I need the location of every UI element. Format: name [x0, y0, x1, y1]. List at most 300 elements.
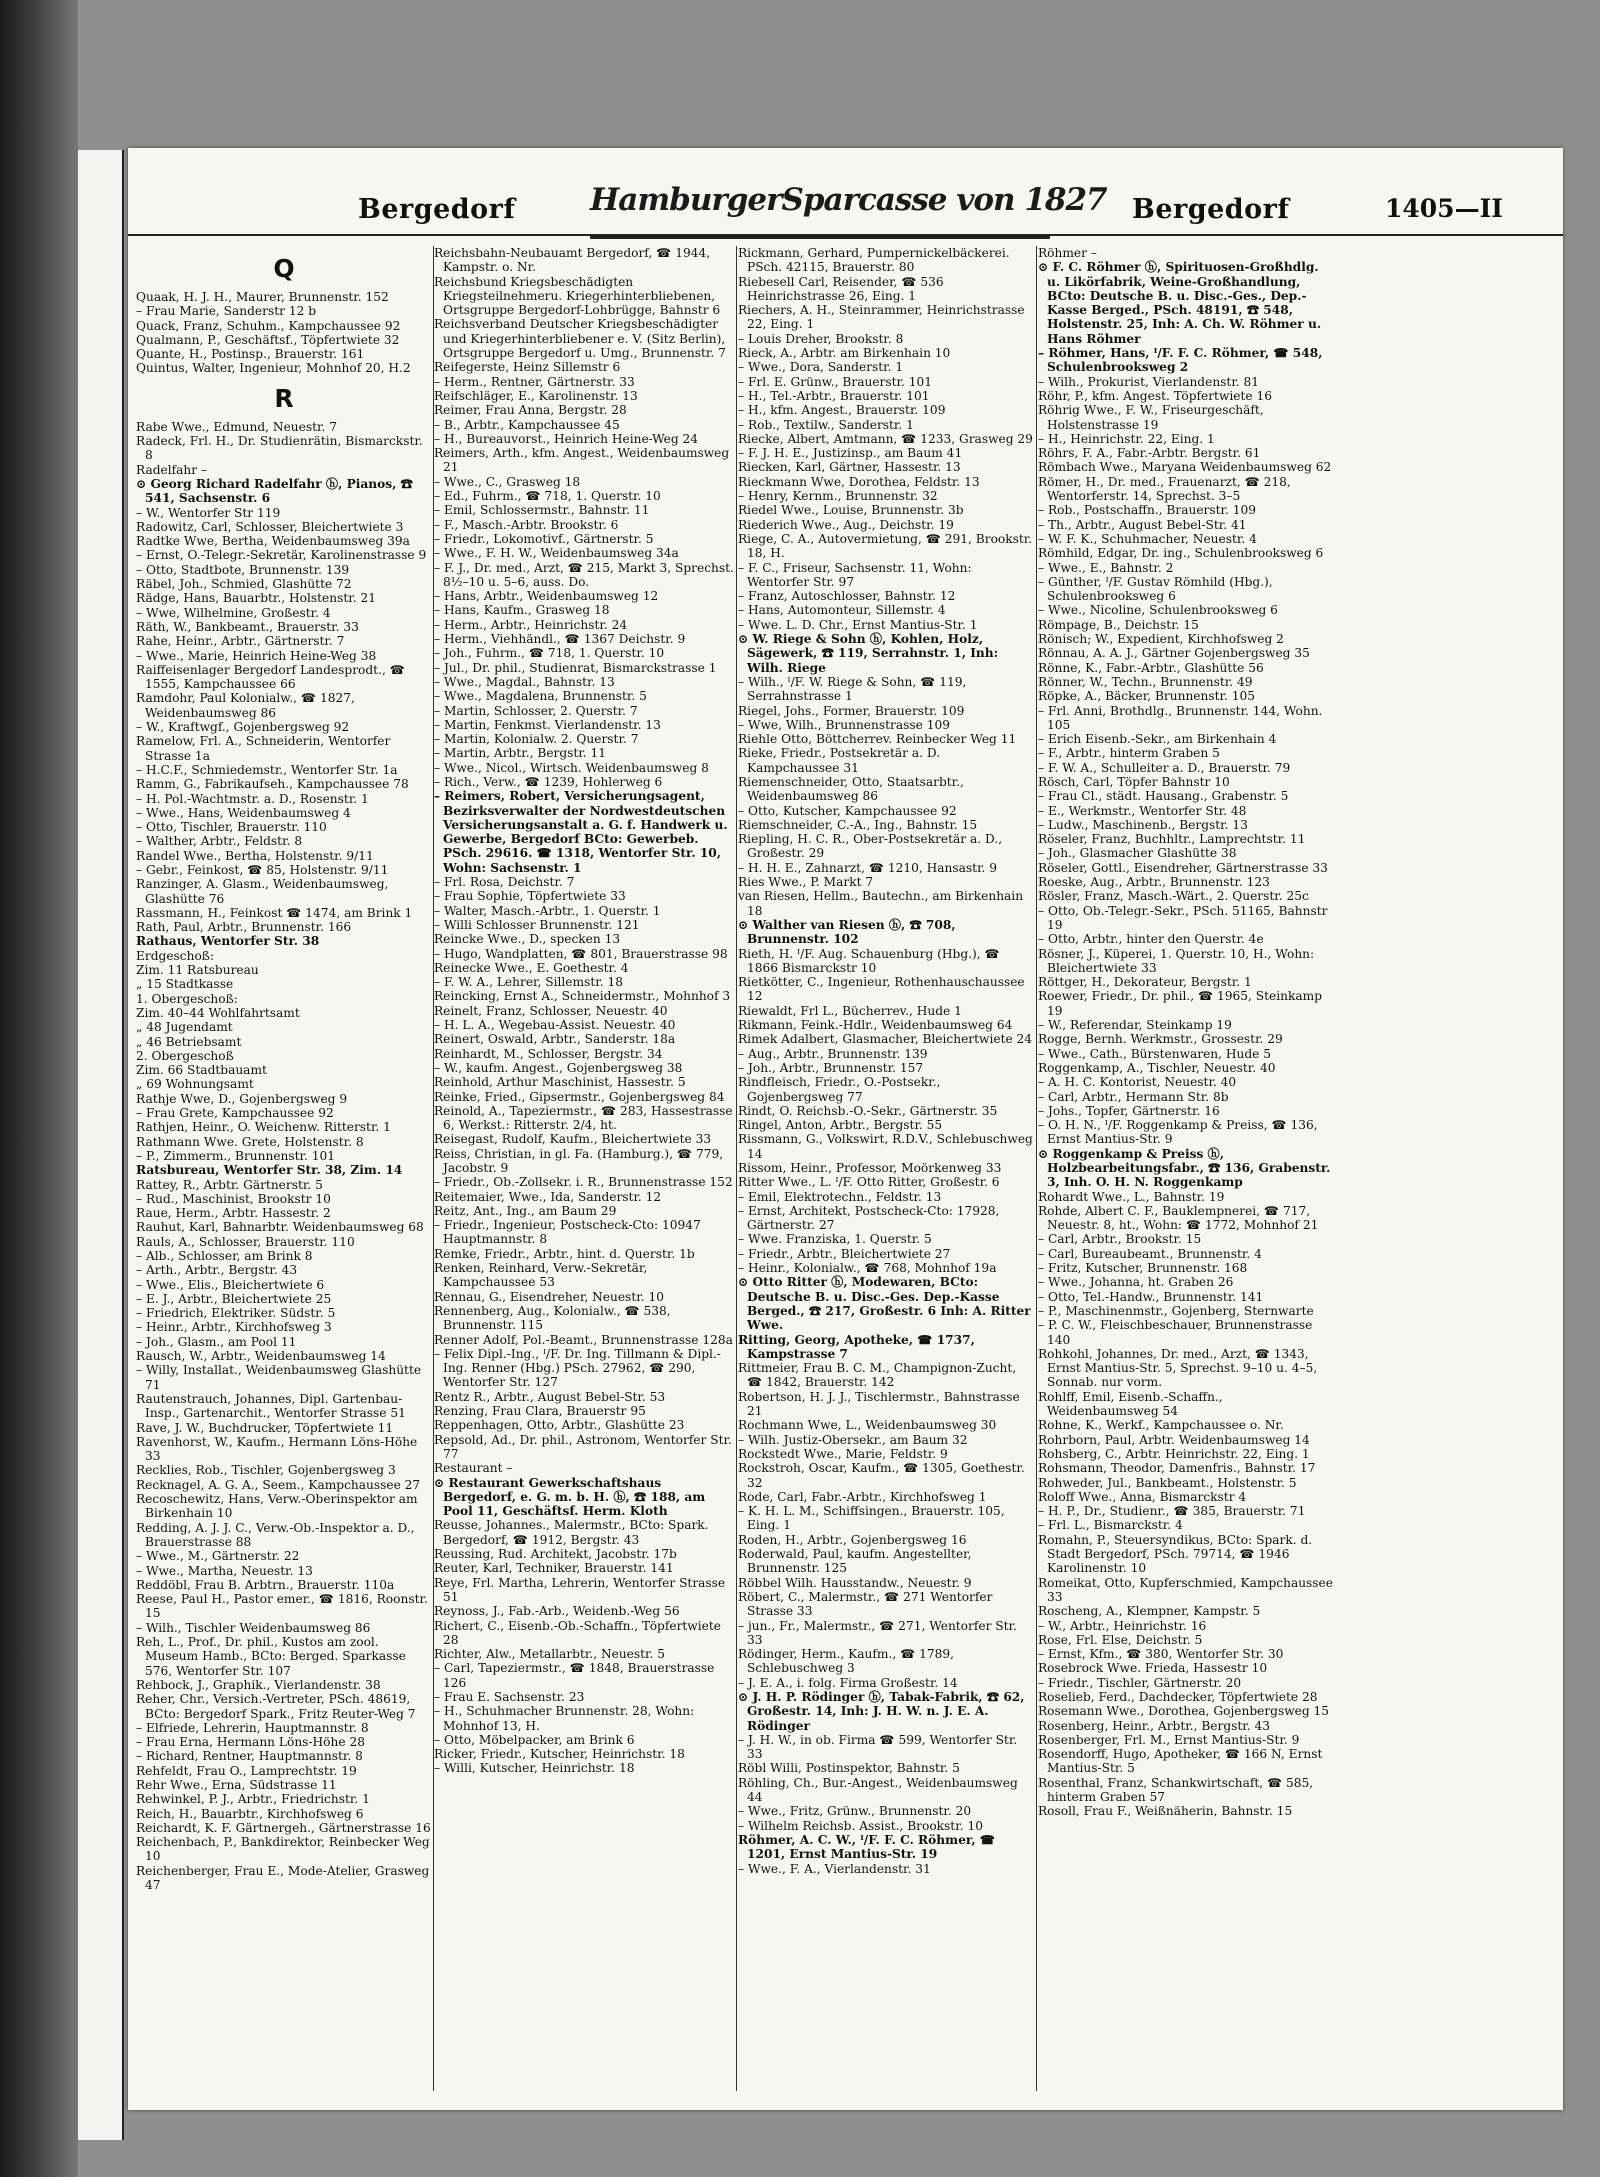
directory-entry: Ringel, Anton, Arbtr., Bergstr. 55 [738, 1118, 943, 1133]
directory-entry: – Ernst, O.-Telegr.-Sekretär, Karolinenstrasse 9 [136, 548, 427, 563]
directory-entry: Rohweder, Jul., Bankbeamt., Holstenstr. 5 [1038, 1475, 1297, 1490]
directory-entry: „ 69 Wohnungsamt [136, 1077, 254, 1092]
directory-entry: Röhling, Ch., Bur.-Angest., Weidenbaumsweg 44 [738, 1775, 1018, 1805]
directory-entry: – Joh., Glasm., am Pool 11 [136, 1334, 297, 1349]
directory-entry: Rausch, W., Arbtr., Weidenbaumsweg 14 [136, 1349, 386, 1364]
directory-entry: Rödinger, Herm., Kaufm., ☎ 1789, Schlebuschweg 3 [738, 1647, 955, 1676]
directory-entry: Rave, J. W., Buchdrucker, Töpfertwiete 11 [136, 1420, 394, 1435]
directory-entry: – H.C.F., Schmiedemstr., Wentorfer Str. 1a [136, 762, 398, 777]
directory-entry: Reisegast, Rudolf, Kaufm., Bleichertwiete 33 [434, 1132, 712, 1147]
directory-entry: – Röhmer, Hans, ᴵ/F. F. C. Röhmer, ☎ 548, Schulenbrooksweg 2 [1038, 346, 1323, 375]
directory-entry: Ricker, Friedr., Kutscher, Heinrichstr. 18 [434, 1747, 685, 1762]
directory-entry: – Heinr., Arbtr., Kirchhofsweg 3 [136, 1320, 332, 1335]
directory-entry: Reichenbach, P., Bankdirektor, Reinbecker Weg 10 [136, 1835, 430, 1864]
directory-entry: Zim. 11 Ratsbureau [136, 963, 259, 978]
directory-entry: – Joh., Glasmacher Glashütte 38 [1038, 846, 1237, 861]
header-right-title: Bergedorf [1132, 194, 1290, 225]
directory-entry: Reusse, Johannes., Malermstr., BCto: Spark. Bergedorf, ☎ 1912, Bergstr. 43 [434, 1518, 709, 1547]
directory-entry: – Felix Dipl.-Ing., ᴵ/F. Dr. Ing. Tillmann & Dipl.-Ing. Renner (Hbg.) PSch. 27962, ☎ 290, Wentorfer Str. 127 [434, 1346, 721, 1390]
directory-entry: – W., Wentorfer Str 119 [136, 505, 281, 520]
directory-entry: – Ludw., Maschinenb., Bergstr. 13 [1038, 817, 1248, 832]
directory-entry: Riedel Wwe., Louise, Brunnenstr. 3b [738, 503, 964, 518]
directory-entry: – Rud., Maschinist, Brookstr 10 [136, 1191, 331, 1206]
directory-entry: Recoschewitz, Hans, Verw.-Oberinspektor am Birkenhain 10 [136, 1492, 418, 1521]
directory-entry: Riebesell Carl, Reisender, ☎ 536 Heinrichstrasse 26, Eing. 1 [738, 274, 944, 303]
directory-entry: – Hugo, Wandplatten, ☎ 801, Brauerstrasse 98 [434, 946, 728, 961]
directory-entry: – Frau E. Sachsenstr. 23 [434, 1689, 585, 1704]
directory-entry: – Reimers, Robert, Versicherungsagent, Bezirksverwalter der Nordwestdeutschen Versicherungsanstalt a. G. f. Handwerk u. Gewerbe, Bergedorf BCto: Gewerbeb. PSch. 29616. ☎ 1318, Wentorfer Str. 10, Wohn: Sachsenstr. 1 [434, 789, 728, 875]
directory-entry: – Frau Marie, Sanderstr 12 b [136, 304, 317, 319]
column-divider [736, 246, 737, 2091]
directory-entry: – Rob., Textilw., Sanderstr. 1 [738, 417, 914, 432]
directory-entry: Röseler, Franz, Buchhltr., Lamprechtstr. 11 [1038, 832, 1306, 847]
directory-entry: Röhmer – [1038, 246, 1097, 260]
directory-entry: Rindfleisch, Friedr., O.-Postsekr., Gojenbergsweg 77 [738, 1075, 941, 1104]
directory-entry: Remke, Friedr., Arbtr., hint. d. Querstr. 1b [434, 1246, 695, 1261]
directory-entry: Rabe Wwe., Edmund, Neuestr. 7 [136, 419, 337, 434]
directory-entry: Roeske, Aug., Arbtr., Brunnenstr. 123 [1038, 875, 1270, 890]
directory-entry: Zim. 40–44 Wohlfahrtsamt [136, 1005, 300, 1020]
directory-entry: Reher, Chr., Versich.-Vertreter, PSch. 48619, BCto: Bergedorf Spark., Fritz Reuter-Weg 7 [136, 1692, 416, 1721]
directory-entry: – Wwe, Wilh., Brunnenstrasse 109 [738, 717, 950, 732]
directory-entry: – Carl, Tapeziermstr., ☎ 1848, Brauerstrasse 126 [434, 1661, 715, 1690]
directory-entry: Rohrborn, Paul, Arbtr. Weidenbaumsweg 14 [1038, 1432, 1310, 1447]
directory-entry: Ries Wwe., P. Markt 7 [738, 875, 874, 890]
directory-entry: Reussing, Rud. Architekt, Jacobstr. 17b [434, 1547, 677, 1562]
directory-entry: Rösch, Carl, Töpfer Bahnstr 10 [1038, 774, 1230, 789]
directory-entry: Rosenberg, Heinr., Arbtr., Bergstr. 43 [1038, 1718, 1271, 1733]
directory-entry: Rieckmann Wwe, Dorothea, Feldstr. 13 [738, 474, 980, 489]
directory-entry: – Wwe., Hans, Weidenbaumsweg 4 [136, 805, 351, 820]
directory-entry: ⊙ Georg Richard Radelfahr ⓗ, Pianos, ☎ 541, Sachsenstr. 6 [136, 476, 413, 506]
directory-entry: – F., Arbtr., hinterm Graben 5 [1038, 746, 1220, 761]
directory-entry: Reinhold, Arthur Maschinist, Hassestr. 5 [434, 1075, 686, 1090]
directory-entry: Röhrig Wwe., F. W., Friseurgeschäft, Holstenstrasse 19 [1038, 403, 1264, 432]
directory-entry: – Frl. Anni, Brothdlg., Brunnenstr. 144, Wohn. 105 [1038, 703, 1323, 732]
directory-entry: Reimers, Arth., kfm. Angest., Weidenbaumsweg 21 [434, 446, 730, 475]
directory-entry: – Wwe., Nicoline, Schulenbrooksweg 6 [1038, 603, 1278, 618]
directory-entry: Rohne, K., Werkf., Kampchaussee o. Nr. [1038, 1418, 1284, 1433]
directory-entry: Rieck, A., Arbtr. am Birkenhain 10 [738, 346, 951, 361]
directory-entry: Reinert, Oswald, Arbtr., Sanderstr. 18a [434, 1032, 676, 1047]
directory-entry: Rattey, R., Arbtr. Gärtnerstr. 5 [136, 1177, 323, 1192]
directory-entry: – Joh., Arbtr., Brunnenstr. 157 [738, 1060, 924, 1075]
directory-entry: Restaurant – [434, 1461, 513, 1476]
directory-entry: Rentz R., Arbtr., August Bebel-Str. 53 [434, 1389, 666, 1404]
directory-entry: – Friedr., Lokomotivf., Gärtnerstr. 5 [434, 531, 654, 546]
directory-entry: Renken, Reinhard, Verw.-Sekretär, Kampchaussee 53 [434, 1261, 648, 1290]
directory-entry: Rohsmann, Theodor, Damenfris., Bahnstr. 17 [1038, 1461, 1316, 1476]
directory-entry: Reese, Paul H., Pastor emer., ☎ 1816, Roonstr. 15 [136, 1592, 428, 1621]
directory-entry: – Rob., Postschaffn., Brauerstr. 109 [1038, 503, 1257, 518]
directory-entry: – Herm., Rentner, Gärtnerstr. 33 [434, 374, 635, 389]
directory-entry: Recknagel, A. G. A., Seem., Kampchaussee 27 [136, 1477, 421, 1492]
directory-entry: – Wwe., Dora, Sanderstr. 1 [738, 360, 904, 375]
directory-entry: Radowitz, Carl, Schlosser, Bleichertwiete 3 [136, 519, 404, 534]
directory-entry: Rassmann, H., Feinkost ☎ 1474, am Brink 1 [136, 905, 413, 920]
directory-entry: Riemschneider, C.-A., Ing., Bahnstr. 15 [738, 817, 978, 832]
directory-entry: Ratsbureau, Wentorfer Str. 38, Zim. 14 [136, 1163, 403, 1178]
directory-entry: Rohardt Wwe., L., Bahnstr. 19 [1038, 1189, 1225, 1204]
directory-entry: Röhmer, A. C. W., ᴵ/F. F. C. Röhmer, ☎ 1201, Ernst Mantius-Str. 19 [738, 1832, 996, 1862]
directory-entry: – Erich Eisenb.-Sekr., am Birkenhain 4 [1038, 732, 1277, 747]
directory-entry: – Wwe., Nicol., Wirtsch. Weidenbaumsweg 8 [434, 760, 709, 775]
directory-entry: Reiss, Christian, in gl. Fa. (Hamburg.), ☎ 779, Jacobstr. 9 [434, 1146, 724, 1175]
directory-entry: – Wwe., Cath., Bürstenwaren, Hude 5 [1038, 1046, 1272, 1061]
directory-entry: – Fritz, Kutscher, Brunnenstr. 168 [1038, 1261, 1248, 1276]
directory-entry: – Martin, Arbtr., Bergstr. 11 [434, 746, 607, 761]
directory-entry: Rath, Paul, Arbtr., Brunnenstr. 166 [136, 920, 352, 935]
directory-entry: Reye, Frl. Martha, Lehrerin, Wentorfer Strasse 51 [434, 1575, 726, 1604]
directory-entry: Rindt, O. Reichsb.-O.-Sekr., Gärtnerstr. 35 [738, 1103, 998, 1118]
directory-entry: – F., Masch.-Arbtr. Brookstr. 6 [434, 517, 619, 532]
directory-entry: ⊙ W. Riege & Sohn ⓗ, Kohlen, Holz, Sägewerk, ☎ 119, Serrahnstr. 1, Inh: Wilh. Riege [738, 632, 999, 675]
sparcasse-stamp: HamburgerSparcasse von 1827 [590, 182, 1050, 239]
directory-entry: – Richard, Rentner, Hauptmannstr. 8 [136, 1749, 363, 1764]
directory-entry: – Friedr., Ingenieur, Postscheck-Cto: 10947 Hauptmannstr. 8 [434, 1218, 701, 1247]
directory-entry: – Wwe., Marie, Heinrich Heine-Weg 38 [136, 648, 377, 663]
directory-entry: – Otto, Stadtbote, Brunnenstr. 139 [136, 562, 350, 577]
directory-entry: Reinke, Fried., Gipsermstr., Gojenbergsweg 84 [434, 1089, 725, 1104]
directory-entry: – H., Tel.-Arbtr., Brauerstr. 101 [738, 388, 930, 403]
directory-entry: Rogge, Bernh. Werkmstr., Grossestr. 29 [1038, 1032, 1283, 1047]
directory-entry: – Frau Erna, Hermann Löns-Höhe 28 [136, 1735, 365, 1750]
directory-entry: Rönnau, A. A. J., Gärtner Gojenbergsweg 35 [1038, 646, 1310, 661]
directory-entry: – Friedr., Ob.-Zollsekr. i. R., Brunnenstrasse 152 [434, 1175, 733, 1190]
directory-entry: – Heinr., Kolonialw., ☎ 768, Mohnhof 19a [738, 1261, 997, 1276]
directory-entry: – Martin, Schlosser, 2. Querstr. 7 [434, 703, 638, 718]
directory-entry: – J. E. A., i. folg. Firma Großestr. 14 [738, 1675, 958, 1690]
directory-entry: – Gebr., Feinkost, ☎ 85, Holstenstr. 9/11 [136, 862, 389, 877]
directory-entry: Röhr, P., kfm. Angest. Töpfertwiete 16 [1038, 388, 1272, 403]
directory-entry: Riewaldt, Frl L., Bücherrev., Hude 1 [738, 1003, 962, 1018]
directory-entry: Rauls, A., Schlosser, Brauerstr. 110 [136, 1234, 355, 1249]
directory-entry: „ 15 Stadtkasse [136, 977, 234, 992]
directory-entry: Rohkohl, Johannes, Dr. med., Arzt, ☎ 1343, Ernst Mantius-Str. 5, Sprechst. 9–10 u. 4–5, Sonnab. nur vorm. [1038, 1346, 1318, 1390]
column-1 [136, 246, 432, 2091]
directory-entry: – jun., Fr., Malermstr., ☎ 271, Wentorfer Str. 33 [738, 1618, 1017, 1647]
directory-entry: – H. P., Dr., Studienr., ☎ 385, Brauerstr. 71 [1038, 1504, 1306, 1519]
directory-entry: – F. W. A., Schulleiter a. D., Brauerstr. 79 [1038, 760, 1291, 775]
directory-entry: Rickmann, Gerhard, Pumpernickelbäckerei. PSch. 42115, Brauerstr. 80 [738, 246, 1010, 275]
directory-entry: – Aug., Arbtr., Brunnenstr. 139 [738, 1046, 928, 1061]
directory-entry: – Ernst, Kfm., ☎ 380, Wentorfer Str. 30 [1038, 1647, 1284, 1662]
directory-entry: – F. C., Friseur, Sachsenstr. 11, Wohn: Wentorfer Str. 97 [738, 560, 972, 589]
directory-entry: – Ed., Fuhrm., ☎ 718, 1. Querstr. 10 [434, 489, 661, 504]
column-2 [434, 246, 734, 2091]
directory-entry: Riecken, Karl, Gärtner, Hassestr. 13 [738, 460, 961, 475]
directory-entry: – Walter, Masch.-Arbtr., 1. Querstr. 1 [434, 903, 661, 918]
directory-entry: – Otto, Tischler, Brauerstr. 110 [136, 820, 327, 835]
directory-entry: – O. H. N., ᴵ/F. Roggenkamp & Preiss, ☎ 136, Ernst Mantius-Str. 9 [1038, 1118, 1318, 1147]
directory-entry: Rathaus, Wentorfer Str. 38 [136, 934, 320, 949]
directory-entry: Rikmann, Feink.-Hdlr., Weidenbaumsweg 64 [738, 1018, 1013, 1033]
directory-entry: Ranzinger, A. Glasm., Weidenbaumsweg, Glashütte 76 [136, 877, 389, 906]
directory-entry: Reinecke Wwe., E. Goethestr. 4 [434, 960, 629, 975]
directory-entry: – E., Werkmstr., Wentorfer Str. 48 [1038, 803, 1247, 818]
directory-entry: – Hans, Kaufm., Grasweg 18 [434, 603, 610, 618]
directory-entry: – H., kfm. Angest., Brauerstr. 109 [738, 403, 946, 418]
directory-entry: Riechers, A. H., Steinrammer, Heinrichstrasse 22, Eing. 1 [738, 303, 1025, 332]
header-left-title: Bergedorf [358, 194, 516, 225]
directory-entry: – Elfriede, Lehrerin, Hauptmannstr. 8 [136, 1720, 369, 1735]
directory-entry: – Wwe., Elis., Bleichertwiete 6 [136, 1277, 325, 1292]
directory-entry: Röbert, C., Malermstr., ☎ 271 Wentorfer Strasse 33 [738, 1589, 993, 1619]
directory-entry: Roscheng, A., Klempner, Kampstr. 5 [1038, 1604, 1261, 1619]
directory-entry: ⊙ J. H. P. Rödinger ⓗ, Tabak-Fabrik, ☎ 62, Großestr. 14, Inh: J. H. W. n. J. E. A. Rödinger [738, 1689, 1025, 1733]
directory-entry: – E. J., Arbtr., Bleichertwiete 25 [136, 1291, 332, 1306]
directory-entry: Rathje Wwe, D., Gojenbergsweg 9 [136, 1091, 348, 1106]
directory-entry: Rönne, K., Fabr.-Arbtr., Glashütte 56 [1038, 660, 1264, 675]
directory-entry: – Frl. L., Bismarckstr. 4 [1038, 1518, 1183, 1533]
directory-entry: Reifschläger, E., Karolinenstr. 13 [434, 388, 638, 403]
directory-entry: Rehr Wwe., Erna, Südstrasse 11 [136, 1777, 337, 1792]
directory-entry: Rosenthal, Franz, Schankwirtschaft, ☎ 585, hinterm Graben 57 [1038, 1775, 1314, 1805]
directory-entry: Rösler, Franz, Masch.-Wärt., 2. Querstr. 25c [1038, 889, 1309, 904]
directory-entry: Roewer, Friedr., Dr. phil., ☎ 1965, Steinkamp 19 [1038, 989, 1323, 1018]
directory-entry: – Wwe, Wilhelmine, Großestr. 4 [136, 605, 331, 620]
directory-entry: – Wwe., Magdal., Bahnstr. 13 [434, 674, 615, 689]
directory-entry: Reimer, Frau Anna, Bergstr. 28 [434, 403, 627, 418]
directory-entry: Quaak, H. J. H., Maurer, Brunnenstr. 152 [136, 290, 389, 304]
directory-entry: – Frl. Rosa, Deichstr. 7 [434, 875, 575, 890]
directory-entry: Rönisch; W., Expedient, Kirchhofsweg 2 [1038, 632, 1284, 647]
directory-entry: 2. Obergeschoß [136, 1048, 234, 1063]
directory-entry: – Martin, Fenkmst. Vierlandenstr. 13 [434, 717, 661, 732]
header-rule [128, 234, 1563, 236]
directory-entry: Reincking, Ernst A., Schneidermstr., Mohnhof 3 [434, 989, 731, 1004]
directory-entry: Reinelt, Franz, Schlosser, Neuestr. 40 [434, 1003, 668, 1018]
directory-entry: – Wilh., Prokurist, Vierlandenstr. 81 [1038, 374, 1260, 389]
directory-entry: – P., Zimmerm., Brunnenstr. 101 [136, 1148, 336, 1163]
directory-entry: Renner Adolf, Pol.-Beamt., Brunnenstrasse 128a [434, 1332, 733, 1347]
directory-entry: – F. W. A., Lehrer, Sillemstr. 18 [434, 975, 623, 990]
directory-entry: – Wwe., Magdalena, Brunnenstr. 5 [434, 689, 647, 704]
directory-page [128, 148, 1563, 2110]
directory-entry: Reinold, A., Tapeziermstr., ☎ 283, Hassestrasse 6, Werkst.: Ritterstr. 2/4, ht. [434, 1103, 733, 1133]
directory-entry: Rohde, Albert C. F., Bauklempnerei, ☎ 717, Neuestr. 8, ht., Wohn: ☎ 1772, Mohnhof 21 [1038, 1203, 1319, 1233]
directory-entry: Rosemann Wwe., Dorothea, Gojenbergsweg 15 [1038, 1704, 1330, 1719]
directory-entry: Rohlff, Emil, Eisenb.-Schaffn., Weidenbaumsweg 54 [1038, 1389, 1223, 1419]
directory-entry: Romahn, P., Steuersyndikus, BCto: Spark. d. Stadt Bergedorf, PSch. 79714, ☎ 1946 Karolinenstr. 10 [1038, 1532, 1313, 1576]
directory-entry: – B., Arbtr., Kampchaussee 45 [434, 417, 620, 432]
directory-entry: – H. H. E., Zahnarzt, ☎ 1210, Hansastr. 9 [738, 860, 998, 875]
directory-entry: – W. F. K., Schuhmacher, Neuestr. 4 [1038, 531, 1257, 546]
directory-entry: „ 48 Jugendamt [136, 1020, 233, 1035]
directory-entry: – Franz, Autoschlosser, Bahnstr. 12 [738, 589, 956, 604]
directory-entry: Recklies, Rob., Tischler, Gojenbergsweg 3 [136, 1463, 396, 1478]
directory-entry: Römer, H., Dr. med., Frauenarzt, ☎ 218, Wentorferstr. 14, Sprechst. 3–5 [1038, 474, 1291, 504]
directory-entry: Richter, Alw., Metallarbtr., Neuestr. 5 [434, 1647, 666, 1662]
directory-entry: – H., Schuhmacher Brunnenstr. 28, Wohn: Mohnhof 13, H. [434, 1704, 695, 1733]
directory-entry: Reppenhagen, Otto, Arbtr., Glashütte 23 [434, 1418, 685, 1433]
directory-entry: – Willi Schlosser Brunnenstr. 121 [434, 917, 640, 932]
directory-entry: – Henry, Kernm., Brunnenstr. 32 [738, 489, 938, 504]
directory-entry: Raue, Herm., Arbtr. Hassestr. 2 [136, 1206, 331, 1221]
directory-entry: – H., Heinrichstr. 22, Eing. 1 [1038, 431, 1215, 446]
directory-entry: – W., Kraftwgf., Gojenbergsweg 92 [136, 720, 350, 735]
directory-entry: Richert, C., Eisenb.-Ob.-Schaffn., Töpfertwiete 28 [434, 1618, 721, 1647]
directory-entry: – Frau Grete, Kampchaussee 92 [136, 1106, 334, 1121]
directory-entry: Radtke Wwe, Bertha, Weidenbaumsweg 39a [136, 534, 410, 549]
directory-entry: Reincke Wwe., D., specken 13 [434, 932, 621, 947]
directory-entry: Roderwald, Paul, kaufm. Angestellter, Brunnenstr. 125 [738, 1547, 972, 1576]
directory-entry: Repsold, Ad., Dr. phil., Astronom, Wentorfer Str. 77 [434, 1432, 732, 1461]
directory-entry: Römbach Wwe., Maryana Weidenbaumsweg 62 [1038, 460, 1332, 475]
directory-entry: Reich, H., Bauarbtr., Kirchhofsweg 6 [136, 1806, 364, 1821]
directory-entry: – Friedr., Tischler, Gärtnerstr. 20 [1038, 1675, 1242, 1690]
directory-entry: – Th., Arbtr., August Bebel-Str. 41 [1038, 517, 1247, 532]
directory-entry: 1. Obergeschoß: [136, 991, 238, 1006]
directory-entry: – Carl, Arbtr., Brookstr. 15 [1038, 1232, 1202, 1247]
directory-entry: „ 46 Betriebsamt [136, 1034, 242, 1049]
directory-entry: Römpage, B., Deichstr. 15 [1038, 617, 1199, 632]
directory-entry: Reh, L., Prof., Dr. phil., Kustos am zool. Museum Hamb., BCto: Berged. Sparkasse 576, Wentorfer Str. 107 [136, 1635, 406, 1678]
directory-entry: Reifegerste, Heinz Sillemstr 6 [434, 360, 621, 375]
directory-entry: Rautenstrauch, Johannes, Dipl. Gartenbau-Insp., Gartenarchit., Wentorfer Strasse 51 [136, 1391, 406, 1421]
directory-entry: Rietkötter, C., Ingenieur, Rothenhauschaussee 12 [738, 975, 1025, 1004]
directory-entry: – Wilh., Tischler Weidenbaumsweg 86 [136, 1620, 371, 1635]
directory-entry: Radelfahr – [136, 462, 208, 477]
directory-entry: – Carl, Bureaubeamt., Brunnenstr. 4 [1038, 1246, 1262, 1261]
directory-entry: Rosoll, Frau F., Weißnäherin, Bahnstr. 15 [1038, 1804, 1293, 1819]
directory-entry: Reynoss, J., Fab.-Arb., Weidenb.-Weg 56 [434, 1604, 680, 1619]
directory-entry: Rose, Frl. Else, Deichstr. 5 [1038, 1632, 1203, 1647]
directory-entry: Ritter Wwe., L. ᴵ/F. Otto Ritter, Großestr. 6 [738, 1175, 1000, 1190]
directory-entry: Röpke, A., Bäcker, Brunnenstr. 105 [1038, 689, 1256, 704]
page-header [128, 176, 1563, 236]
directory-entry: – P. C. W., Fleischbeschauer, Brunnenstrasse 140 [1038, 1318, 1313, 1347]
directory-entry: – Wwe., F. A., Vierlandenstr. 31 [738, 1861, 931, 1876]
directory-entry: – Wwe. L. D. Chr., Ernst Mantius-Str. 1 [738, 617, 978, 632]
column-4 [1038, 246, 1334, 2091]
directory-entry: Reitemaier, Wwe., Ida, Sanderstr. 12 [434, 1189, 662, 1204]
directory-entry: Rosendorff, Hugo, Apotheker, ☎ 166 N, Ernst Mantius-Str. 5 [1038, 1747, 1323, 1776]
directory-entry: – Hans, Arbtr., Weidenbaumsweg 12 [434, 589, 659, 604]
directory-entry: Roloff Wwe., Anna, Bismarckstr 4 [1038, 1489, 1247, 1504]
directory-entry: – Rich., Verw., ☎ 1239, Hohlerweg 6 [434, 774, 663, 789]
directory-entry: Rockstroh, Oscar, Kaufm., ☎ 1305, Goethestr. 32 [738, 1461, 1025, 1490]
directory-entry: – Herm., Arbtr., Heinrichstr. 24 [434, 617, 628, 632]
directory-entry: Riegel, Johs., Former, Brauerstr. 109 [738, 703, 965, 718]
directory-entry: Randel Wwe., Bertha, Holstenstr. 9/11 [136, 848, 374, 863]
directory-entry: Rönner, W., Techn., Brunnenstr. 49 [1038, 674, 1253, 689]
directory-entry: Roggenkamp, A., Tischler, Neuestr. 40 [1038, 1060, 1276, 1075]
directory-entry: Renzing, Frau Clara, Brauerstr 95 [434, 1404, 646, 1419]
directory-entry: Rieth, H. ᴵ/F. Aug. Schauenburg (Hbg.), ☎ 1866 Bismarckstr 10 [738, 946, 1000, 975]
directory-entry: Rehbock, J., Graphik., Vierlandenstr. 38 [136, 1677, 381, 1692]
directory-entry: – Carl, Arbtr., Hermann Str. 8b [1038, 1089, 1229, 1104]
directory-entry: Quante, H., Postinsp., Brauerstr. 161 [136, 347, 365, 362]
directory-entry: Qualmann, P., Geschäftsf., Töpfertwiete 32 [136, 332, 400, 347]
directory-entry: Ramdohr, Paul Kolonialw., ☎ 1827, Weidenbaumsweg 86 [136, 691, 355, 720]
directory-entry: ⊙ Walther van Riesen ⓗ, ☎ 708, Brunnenstr. 102 [738, 917, 956, 947]
page-number: 1405—II [1385, 194, 1503, 223]
directory-entry: – Hans, Automonteur, Sillemstr. 4 [738, 603, 946, 618]
directory-entry: Riederich Wwe., Aug., Deichstr. 19 [738, 517, 954, 532]
directory-entry: Romeikat, Otto, Kupferschmied, Kampchaussee 33 [1038, 1575, 1333, 1604]
directory-entry: – Friedr., Arbtr., Bleichertwiete 27 [738, 1246, 951, 1261]
directory-entry: Rosenberger, Frl. M., Ernst Mantius-Str. 9 [1038, 1732, 1300, 1747]
column-3 [738, 246, 1034, 2091]
directory-entry: – Otto, Ob.-Telegr.-Sekr., PSch. 51165, Bahnstr 19 [1038, 903, 1328, 932]
facing-page-edge [78, 150, 124, 2140]
directory-entry: – Wwe., Johanna, ht. Graben 26 [1038, 1275, 1234, 1290]
directory-entry: – Wwe., C., Grasweg 18 [434, 474, 581, 489]
directory-entry: Erdgeschoß: [136, 948, 215, 963]
directory-entry: Reichsbund Kriegsbeschädigten Kriegsteilnehmeru. Kriegerhinterbliebenen, Ortsgruppe Bergedorf-Lohbrügge, Bahnstr 6 [434, 274, 721, 318]
directory-entry: Radeck, Frl. H., Dr. Studienrätin, Bismarckstr. 8 [136, 434, 423, 463]
directory-entry: Rosebrock Wwe. Frieda, Hassestr 10 [1038, 1661, 1268, 1676]
directory-entry: Rauhut, Karl, Bahnarbtr. Weidenbaumsweg 68 [136, 1220, 424, 1235]
directory-entry: – Otto, Arbtr., hinter den Querstr. 4e [1038, 932, 1264, 947]
directory-entry: – Walther, Arbtr., Feldstr. 8 [136, 834, 303, 849]
directory-entry: Räth, W., Bankbeamt., Brauerstr. 33 [136, 619, 359, 634]
directory-entry: Römhild, Edgar, Dr. ing., Schulenbrooksweg 6 [1038, 546, 1324, 561]
directory-entry: Reddöbl, Frau B. Arbtrn., Brauerstr. 110a [136, 1577, 395, 1592]
directory-entry: Riecke, Albert, Amtmann, ☎ 1233, Grasweg 29 [738, 431, 1033, 446]
directory-entry: – Herm., Viehhändl., ☎ 1367 Deichstr. 9 [434, 632, 686, 647]
directory-entry: – Wilh., ᴵ/F. W. Riege & Sohn, ☎ 119, Serrahnstrasse 1 [738, 674, 967, 704]
directory-entry: Quack, Franz, Schuhm., Kampchaussee 92 [136, 318, 401, 333]
directory-entry: van Riesen, Hellm., Bautechn., am Birkenhain 18 [738, 889, 1024, 918]
directory-entry: – Johs., Topfer, Gärtnerstr. 16 [1038, 1103, 1220, 1118]
directory-entry: – Otto, Tel.-Handw., Brunnenstr. 141 [1038, 1289, 1264, 1304]
directory-entry: Robertson, H. J. J., Tischlermstr., Bahnstrasse 21 [738, 1389, 1020, 1419]
directory-entry: Ramelow, Frl. A., Schneiderin, Wentorfer Strasse 1a [136, 734, 391, 763]
directory-entry: Reitz, Ant., Ing., am Baum 29 [434, 1203, 617, 1218]
directory-entry: Röttger, H., Dekorateur, Bergstr. 1 [1038, 975, 1252, 990]
directory-entry: Räbel, Joh., Schmied, Glashütte 72 [136, 577, 352, 592]
directory-entry: – Emil, Elektrotechn., Feldstr. 13 [738, 1189, 942, 1204]
directory-entry: Zim. 66 Stadtbauamt [136, 1063, 267, 1078]
directory-entry: Reichardt, K. F. Gärtnergeh., Gärtnerstrasse 16 [136, 1820, 431, 1835]
directory-entry: Röbbel Wilh. Hausstandw., Neuestr. 9 [738, 1575, 972, 1590]
directory-entry: – Martin, Kolonialw. 2. Querstr. 7 [434, 732, 639, 747]
directory-entry: – Friedrich, Elektriker. Südstr. 5 [136, 1306, 336, 1321]
directory-entry: – Wwe., M., Gärtnerstr. 22 [136, 1549, 300, 1564]
directory-entry: – Wwe., E., Bahnstr. 2 [1038, 560, 1174, 575]
directory-entry: ⊙ Restaurant Gewerkschaftshaus Bergedorf, e. G. m. b. H. ⓗ, ☎ 188, am Pool 11, Geschäftsf. Herm. Kloth [434, 1475, 706, 1519]
directory-entry: – Wwe. Franziska, 1. Querstr. 5 [738, 1232, 932, 1247]
directory-entry: – Wwe., Martha, Neuestr. 13 [136, 1563, 313, 1578]
directory-entry: Riege, C. A., Autovermietung, ☎ 291, Brookstr. 18, H. [738, 531, 1033, 561]
directory-entry: – Arth., Arbtr., Bergstr. 43 [136, 1263, 298, 1278]
directory-entry: Roselieb, Ferd., Dachdecker, Töpfertwiete 28 [1038, 1689, 1318, 1704]
directory-entry: – Alb., Schlosser, am Brink 8 [136, 1249, 313, 1263]
directory-entry: Rahe, Heinr., Arbtr., Gärtnerstr. 7 [136, 634, 345, 649]
directory-entry: Ravenhorst, W., Kaufm., Hermann Löns-Höhe 33 [136, 1434, 418, 1464]
directory-entry: – Jul., Dr. phil., Studienrat, Bismarckstrasse 1 [434, 660, 717, 675]
directory-entry: Riemenschneider, Otto, Staatsarbtr., Weidenbaumsweg 86 [738, 774, 964, 804]
directory-entry: – Otto, Kutscher, Kampchaussee 92 [738, 803, 957, 818]
directory-entry: Rösner, J., Küperei, 1. Querstr. 10, H., Wohn: Bleichertwiete 33 [1038, 946, 1315, 975]
directory-entry: Reichsbahn-Neubauamt Bergedorf, ☎ 1944, Kampstr. o. Nr. [434, 246, 711, 275]
directory-entry: Riehle Otto, Böttcherrev. Reinbecker Weg 11 [738, 732, 1017, 747]
directory-entry: Rennenberg, Aug., Kolonialw., ☎ 538, Brunnenstr. 115 [434, 1303, 671, 1333]
directory-entry: Rathmann Wwe. Grete, Holstenstr. 8 [136, 1134, 364, 1149]
section-letter: Q [273, 254, 295, 283]
directory-entry: Rohsberg, C., Arbtr. Heinrichstr. 22, Eing. 1 [1038, 1446, 1310, 1461]
directory-entry: Rathjen, Heinr., O. Weichenw. Ritterstr. 1 [136, 1120, 391, 1135]
directory-entry: Rode, Carl, Fabr.-Arbtr., Kirchhofsweg 1 [738, 1489, 987, 1504]
directory-entry: Ramm, G., Fabrikaufseh., Kampchaussee 78 [136, 777, 409, 792]
directory-entry: – Günther, ᴵ/F. Gustav Römhild (Hbg.), Schulenbrooksweg 6 [1038, 574, 1273, 604]
directory-entry: – Willi, Kutscher, Heinrichstr. 18 [434, 1761, 635, 1776]
directory-entry: – J. H. W., in ob. Firma ☎ 599, Wentorfer Str. 33 [738, 1732, 1018, 1762]
directory-entry: – W., kaufm. Angest., Gojenbergsweg 38 [434, 1060, 683, 1075]
directory-entry: – A. H. C. Kontorist, Neuestr. 40 [1038, 1075, 1237, 1090]
